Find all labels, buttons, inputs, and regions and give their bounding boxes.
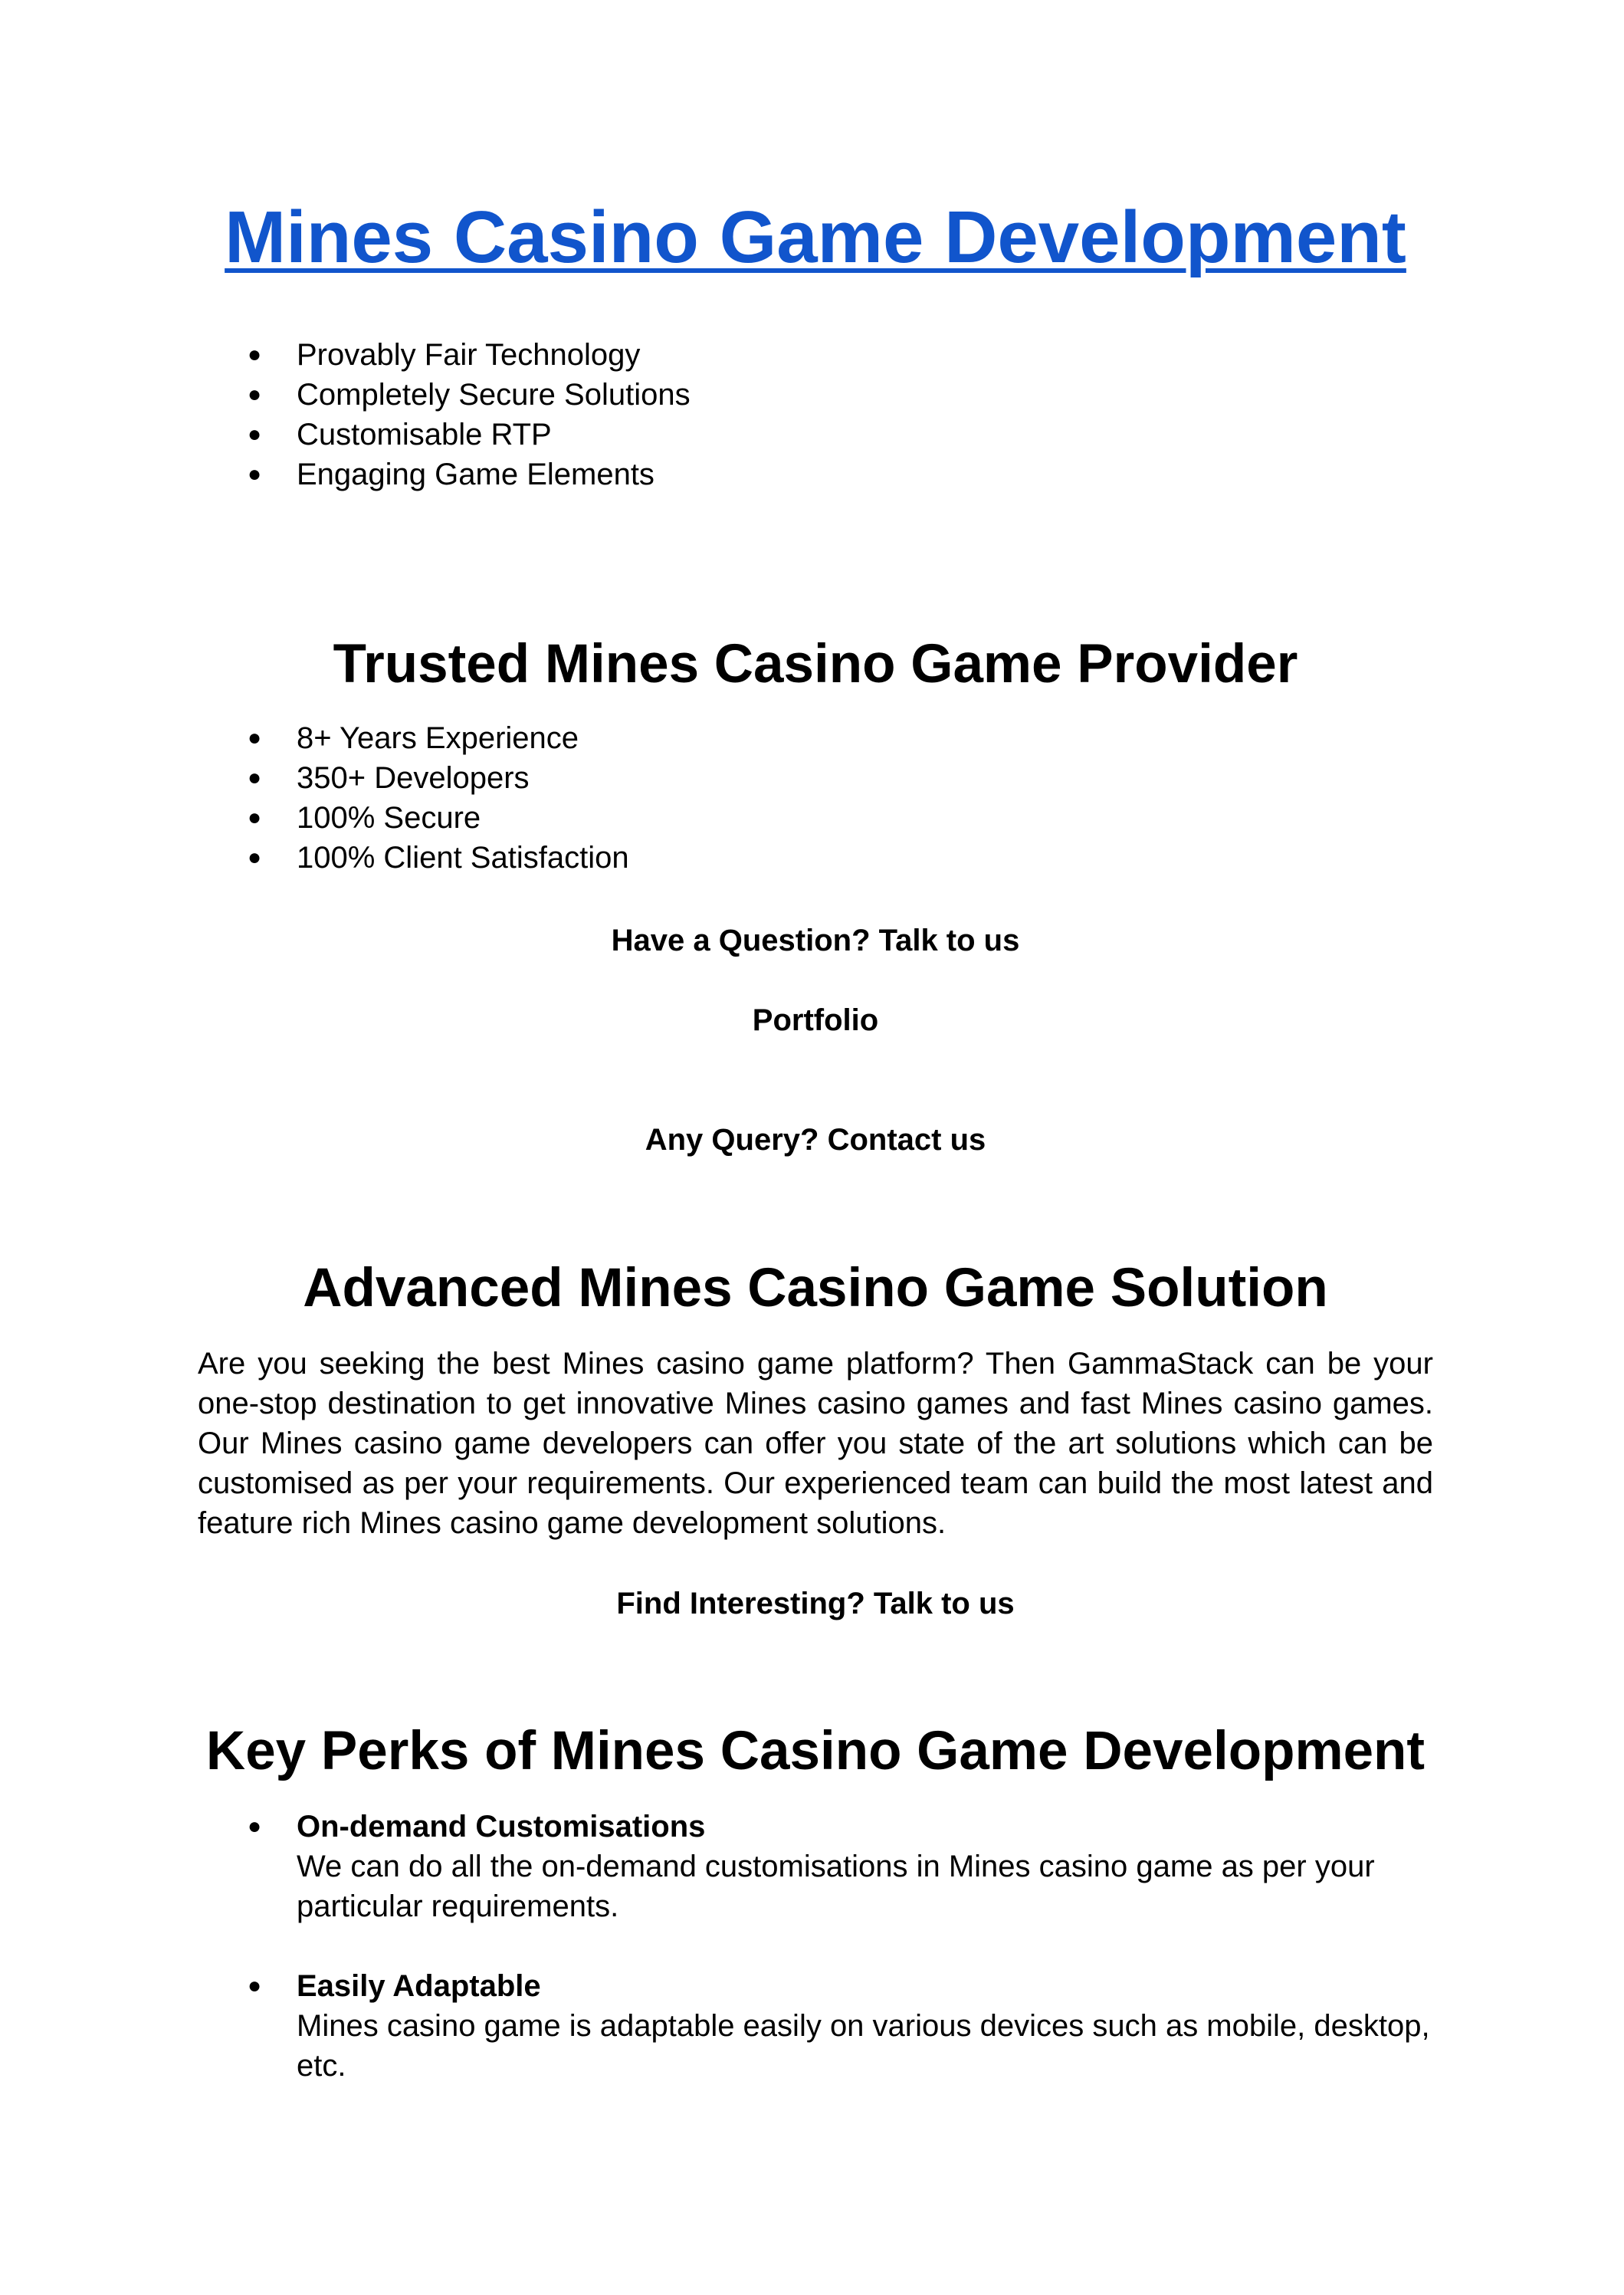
features-list (198, 335, 691, 494)
list-item: ● Engaging Game Elements (198, 455, 691, 494)
trusted-list (198, 718, 629, 878)
perk-item (198, 1807, 1433, 1926)
trusted-heading: Trusted Mines Casino Game Provider (333, 634, 1298, 694)
advanced-heading: Advanced Mines Casino Game Solution (303, 1258, 1328, 1318)
perk-title: ● Easily Adaptable (297, 1969, 541, 2003)
list-item: ● 100% Client Satisfaction (198, 838, 629, 878)
interesting-cta[interactable]: Find Interesting? Talk to us (616, 1587, 1015, 1620)
perk-description: We can do all the on-demand customisations in Mines casino game as per your particular requirements. (297, 1850, 1375, 1923)
perks-list (198, 1807, 1433, 2126)
perk-item (198, 1966, 1433, 2086)
list-item: ● 100% Secure (198, 798, 629, 838)
list-item: ● 350+ Developers (198, 758, 629, 798)
list-item: ● 8+ Years Experience (198, 718, 629, 758)
advanced-paragraph: Are you seeking the best Mines casino game platform? Then GammaStack can be your one-stop destination to get innovative Mines casino games and fast Mines casino games. Our Mines casino game developers can offer you state of the art solutions which can be customised as per your requirements. Our experienced team can build the most latest and feature rich Mines casino game development solutions. (198, 1347, 1433, 1540)
list-item: ● Customisable RTP (198, 415, 691, 455)
perks-heading: Key Perks of Mines Casino Game Development (205, 1721, 1426, 1781)
list-item: ● Completely Secure Solutions (198, 375, 691, 415)
portfolio-link[interactable]: Portfolio (752, 1003, 879, 1037)
perk-description: Mines casino game is adaptable easily on various devices such as mobile, desktop, etc. (297, 2009, 1430, 2083)
query-cta[interactable]: Any Query? Contact us (645, 1123, 986, 1157)
question-cta[interactable]: Have a Question? Talk to us (611, 924, 1020, 957)
list-item: ● Provably Fair Technology (198, 335, 691, 375)
perk-title: ● On-demand Customisations (297, 1810, 706, 1844)
page-title (198, 192, 1433, 284)
title-link[interactable]: Mines Casino Game Development (225, 196, 1406, 278)
